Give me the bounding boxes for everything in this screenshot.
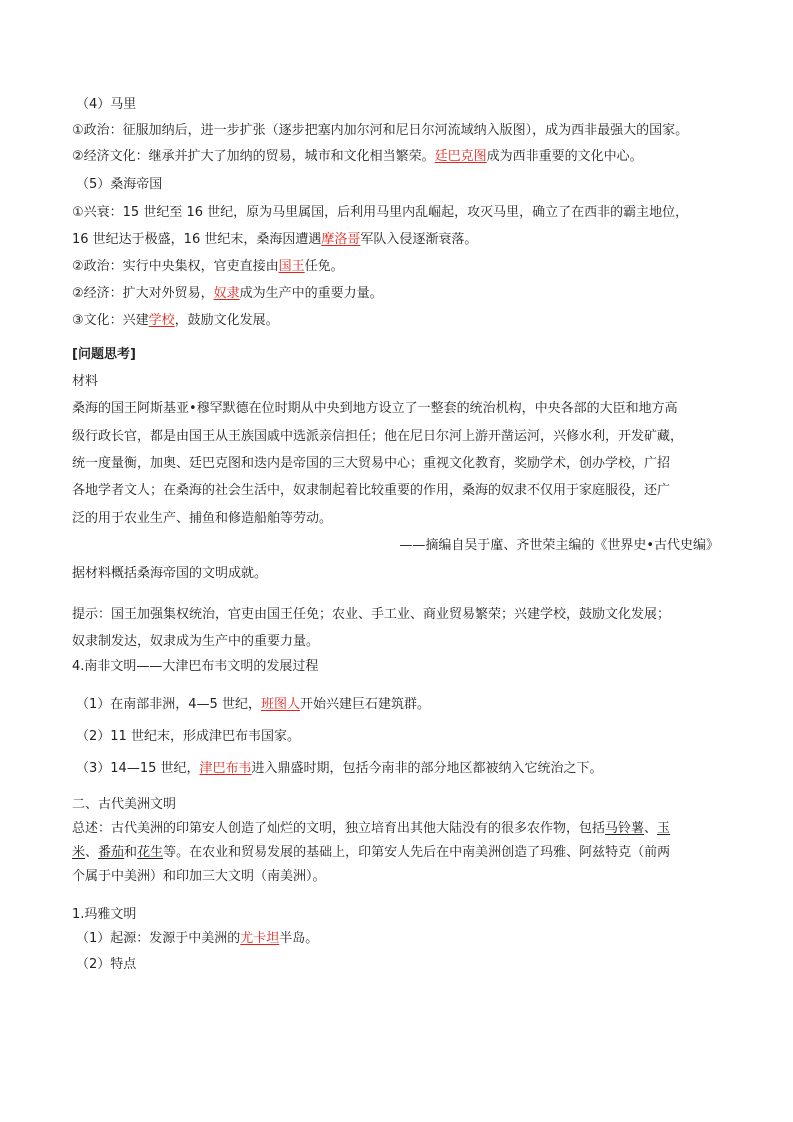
question-prompt: 据材料概括桑海帝国的文明成就。 bbox=[72, 566, 268, 581]
highlight-zimbabwe: 津巴布韦 bbox=[199, 761, 252, 776]
crop-tomato: 番茄 bbox=[98, 845, 125, 860]
america-summary-line1: 总述：古代美洲的印第安人创造了灿烂的文明，独立培育出其他大陆没有的很多农作物，包括马铃薯、玉 bbox=[72, 821, 671, 836]
material-line: 各地学者文人；在桑海的社会生活中，奴隶制起着比较重要的作用，桑海的奴隶不仅用于家庭服役，还广 bbox=[72, 483, 671, 498]
songhai-rise-line2: 16 世纪达于极盛，16 世纪末，桑海因遭遇摩洛哥军队入侵逐渐衰落。 bbox=[72, 232, 478, 247]
america-heading: 二、古代美洲文明 bbox=[72, 797, 177, 812]
south-point2: （2）11 世纪末，形成津巴布韦国家。 bbox=[76, 729, 300, 744]
material-source: ——摘编自吴于廑、齐世荣主编的《世界史•古代史编》 bbox=[399, 538, 719, 553]
hint-line2: 奴隶制发达，奴隶成为生产中的重要力量。 bbox=[72, 634, 320, 649]
songhai-rise-line1: ①兴衰：15 世纪至 16 世纪，原为马里属国，后利用马里内乱崛起，攻灭马里，确立了在西非的霸主地位， bbox=[72, 205, 689, 220]
crop-potato: 马铃薯 bbox=[605, 821, 645, 836]
maya-features: （2）特点 bbox=[76, 957, 137, 972]
crop-corn-part1: 玉 bbox=[657, 821, 671, 836]
songhai-economy: ②经济：扩大对外贸易，奴隶成为生产中的重要力量。 bbox=[72, 286, 383, 301]
crop-corn-part2: 米 bbox=[72, 845, 86, 860]
mali-economy: ②经济文化：继承并扩大了加纳的贸易，城市和文化相当繁荣。廷巴克图成为西非重要的文化中心。 bbox=[72, 149, 643, 164]
highlight-yucatan: 尤卡坦 bbox=[240, 931, 280, 946]
question-title: [问题思考] bbox=[72, 347, 136, 362]
highlight-schools: 学校 bbox=[148, 313, 175, 328]
south-point3: （3）14—15 世纪，津巴布韦进入鼎盛时期，包括今南非的部分地区都被纳入它统治之下。 bbox=[76, 761, 603, 776]
songhai-heading: （5）桑海帝国 bbox=[76, 177, 163, 192]
highlight-morocco: 摩洛哥 bbox=[321, 232, 361, 247]
america-summary-line3: 个属于中美洲）和印加三大文明（南美洲）。 bbox=[72, 869, 326, 884]
maya-origin: （1）起源：发源于中美洲的尤卡坦半岛。 bbox=[76, 931, 319, 946]
material-label: 材料 bbox=[72, 374, 99, 389]
material-line: 泛的用于农业生产、捕鱼和修造船舶等劳动。 bbox=[72, 511, 333, 526]
highlight-timbuktu: 廷巴克图 bbox=[434, 149, 487, 164]
hint-line1: 提示：国王加强集权统治，官吏由国王任免；农业、手工业、商业贸易繁荣；兴建学校，鼓励文化发展； bbox=[72, 607, 671, 622]
america-summary-line2: 米、番茄和花生等。在农业和贸易发展的基础上，印第安人先后在中南美洲创造了玛雅、阿兹特克（前两 bbox=[72, 845, 671, 860]
material-line: 桑海的国王阿斯基亚•穆罕默德在位时期从中央到地方设立了一整套的统治机构，中央各部的大臣和地方高 bbox=[72, 401, 678, 416]
mali-heading: （4）马里 bbox=[76, 97, 137, 112]
material-line: 统一度量衡，加奥、廷巴克图和迭内是帝国的三大贸易中心；重视文化教育，奖励学术，创办学校，广招 bbox=[72, 456, 671, 471]
maya-heading: 1.玛雅文明 bbox=[72, 907, 137, 922]
crop-peanut: 花生 bbox=[137, 845, 164, 860]
highlight-king: 国王 bbox=[278, 259, 305, 274]
south-heading: 4.南非文明——大津巴布韦文明的发展过程 bbox=[72, 659, 319, 674]
highlight-bantu: 班图人 bbox=[260, 697, 300, 712]
mali-politics: ①政治：征服加纳后，进一步扩张（逐步把塞内加尔河和尼日尔河流域纳入版图），成为西非最强大的国家。 bbox=[72, 123, 689, 138]
south-point1: （1）在南部非洲，4—5 世纪，班图人开始兴建巨石建筑群。 bbox=[76, 697, 430, 712]
material-line: 级行政长官，都是由国王从王族国戚中选派亲信担任；他在尼日尔河上游开凿运河，兴修水利，开发矿藏， bbox=[72, 429, 684, 444]
songhai-culture: ③文化：兴建学校，鼓励文化发展。 bbox=[72, 313, 279, 328]
songhai-politics: ②政治：实行中央集权，官吏直接由国王任免。 bbox=[72, 259, 344, 274]
highlight-slaves: 奴隶 bbox=[213, 286, 240, 301]
